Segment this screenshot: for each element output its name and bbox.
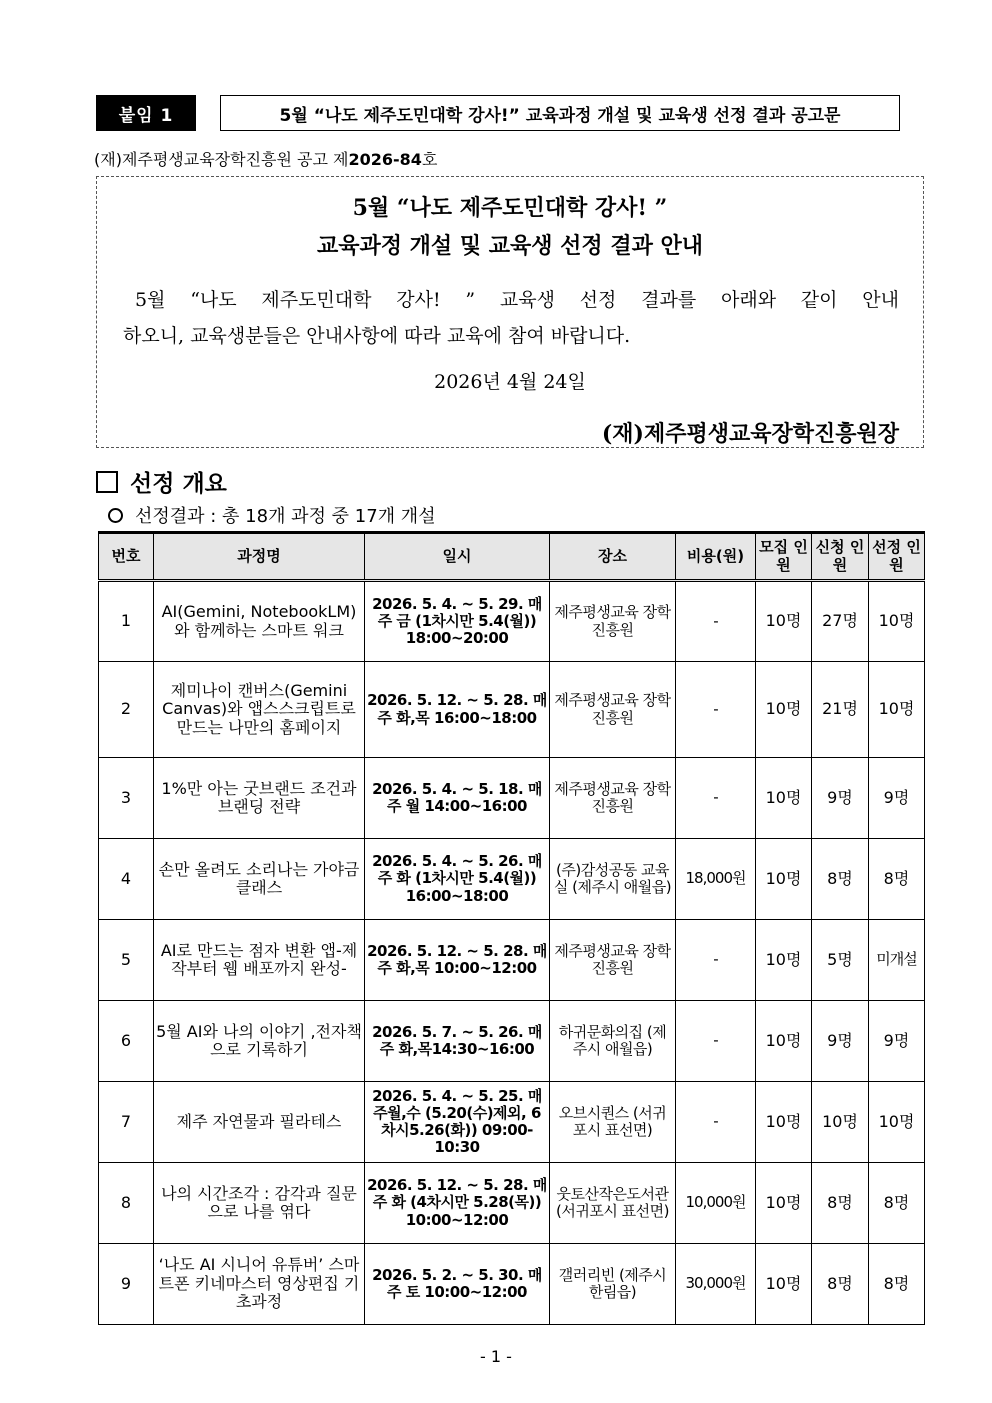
notice-num: 2026-84 — [348, 150, 422, 169]
table-row — [99, 1001, 925, 1082]
box-para-line1: 5월 “나도 제주도민대학 강사! ” 교육생 선정 결과를 아래와 같이 안내 — [135, 289, 899, 311]
cell-no: 4 — [99, 839, 154, 920]
cell-selected: 미개설 — [869, 920, 925, 1001]
cell-course: 손만 올려도 소리나는 가야금 클래스 — [154, 839, 365, 920]
cell-selected: 8명 — [869, 1244, 925, 1325]
page-number: - 1 - — [480, 1347, 512, 1366]
cell-date: 2026. 5. 12. ~ 5. 28. 매주 화,목 16:00~18:00 — [365, 662, 550, 758]
cell-place: 오브시퀀스 (서귀포시 표선면) — [550, 1082, 676, 1163]
cell-cost: - — [676, 920, 756, 1001]
notice-suffix: 호 — [421, 150, 438, 169]
circle-bullet-icon — [108, 508, 123, 523]
cell-place: 하귀문화의집 (제주시 애월읍) — [550, 1001, 676, 1082]
table-row — [99, 662, 925, 758]
notice-number — [94, 147, 437, 170]
cell-applied: 5명 — [812, 920, 869, 1001]
notice-prefix: (재)제주평생교육장학진흥원 공고 제 — [94, 150, 349, 169]
cell-cost: - — [676, 1001, 756, 1082]
cell-place: 제주평생교육 장학진흥원 — [550, 920, 676, 1001]
cell-place: 제주평생교육 장학진흥원 — [550, 758, 676, 839]
table-row — [99, 581, 925, 662]
cell-place: (주)감성공동 교육실 (제주시 애월읍) — [550, 839, 676, 920]
box-para-line2: 하오니, 교육생분들은 안내사항에 따라 교육에 참여 바랍니다. — [123, 325, 631, 347]
cell-no: 8 — [99, 1163, 154, 1244]
cell-cost: - — [676, 662, 756, 758]
cell-course: 제주 자연물과 필라테스 — [154, 1082, 365, 1163]
section-heading — [96, 465, 227, 498]
cell-place: 웃토산작은도서관 (서귀포시 표선면) — [550, 1163, 676, 1244]
subtitle — [108, 502, 436, 528]
cell-recruit: 10명 — [756, 1001, 812, 1082]
cell-course: AI로 만드는 점자 변환 앱-제작부터 웹 배포까지 완성- — [154, 920, 365, 1001]
cell-selected: 10명 — [869, 662, 925, 758]
cell-no: 3 — [99, 758, 154, 839]
cell-applied: 9명 — [812, 758, 869, 839]
attachment-badge: 붙임 1 — [96, 95, 196, 131]
header-title: 5월 “나도 제주도민대학 강사!” 교육과정 개설 및 교육생 선정 결과 공고문 — [220, 95, 900, 131]
cell-course: 1%만 아는 굿브랜드 조건과 브랜딩 전략 — [154, 758, 365, 839]
cell-applied: 8명 — [812, 1244, 869, 1325]
box-title-line2: 교육과정 개설 및 교육생 선정 결과 안내 — [317, 233, 703, 259]
cell-selected: 9명 — [869, 758, 925, 839]
cell-date: 2026. 5. 4. ~ 5. 26. 매주 화 (1차시만 5.4(월)) 16:00~18:00 — [365, 839, 550, 920]
cell-recruit: 10명 — [756, 1244, 812, 1325]
cell-recruit: 10명 — [756, 920, 812, 1001]
cell-selected: 8명 — [869, 1163, 925, 1244]
cell-date: 2026. 5. 2. ~ 5. 30. 매주 토 10:00~12:00 — [365, 1244, 550, 1325]
cell-course: 제미나이 캔버스(Gemini Canvas)와 앱스스크립트로 만드는 나만의 홈페이지 — [154, 662, 365, 758]
cell-no: 9 — [99, 1244, 154, 1325]
cell-cost: 18,000원 — [676, 839, 756, 920]
cell-place: 제주평생교육 장학진흥원 — [550, 662, 676, 758]
cell-date: 2026. 5. 7. ~ 5. 26. 매주 화,목14:30~16:00 — [365, 1001, 550, 1082]
cell-recruit: 10명 — [756, 1163, 812, 1244]
cell-no: 5 — [99, 920, 154, 1001]
cell-recruit: 10명 — [756, 1082, 812, 1163]
box-title-line1: 5월 “나도 제주도민대학 강사! ” — [352, 195, 668, 221]
course-table — [98, 531, 925, 1325]
cell-cost: - — [676, 581, 756, 662]
cell-applied: 10명 — [812, 1082, 869, 1163]
cell-date: 2026. 5. 12. ~ 5. 28. 매주 화,목 10:00~12:00 — [365, 920, 550, 1001]
header-course: 과정명 — [154, 533, 365, 581]
table-row — [99, 1082, 925, 1163]
cell-applied: 27명 — [812, 581, 869, 662]
cell-course: AI(Gemini, NotebookLM)와 함께하는 스마트 워크 — [154, 581, 365, 662]
table-row — [99, 758, 925, 839]
cell-no: 6 — [99, 1001, 154, 1082]
cell-course: 5월 AI와 나의 이야기 ,전자책으로 기록하기 — [154, 1001, 365, 1082]
section-title: 선정 개요 — [130, 471, 227, 497]
cell-course: ‘나도 AI 시니어 유튜버’ 스마트폰 키네마스터 영상편집 기초과정 — [154, 1244, 365, 1325]
cell-place: 갤러리빈 (제주시 한림읍) — [550, 1244, 676, 1325]
cell-no: 7 — [99, 1082, 154, 1163]
cell-recruit: 10명 — [756, 581, 812, 662]
cell-applied: 9명 — [812, 1001, 869, 1082]
announcement-box — [96, 176, 924, 448]
cell-date: 2026. 5. 12. ~ 5. 28. 매주 화 (4차시만 5.28(목)) 10:00~12:00 — [365, 1163, 550, 1244]
cell-cost: 30,000원 — [676, 1244, 756, 1325]
cell-applied: 8명 — [812, 839, 869, 920]
cell-recruit: 10명 — [756, 839, 812, 920]
cell-no: 2 — [99, 662, 154, 758]
table-row — [99, 920, 925, 1001]
header-recruit: 모집 인원 — [756, 533, 812, 581]
header-date: 일시 — [365, 533, 550, 581]
table-row — [99, 1244, 925, 1325]
checkbox-icon — [96, 471, 118, 493]
table-row — [99, 839, 925, 920]
subtitle-text: 선정결과 : 총 18개 과정 중 17개 개설 — [135, 506, 436, 527]
cell-selected: 9명 — [869, 1001, 925, 1082]
box-date: 2026년 4월 24일 — [434, 371, 586, 393]
header-cost: 비용(원) — [676, 533, 756, 581]
cell-selected: 10명 — [869, 1082, 925, 1163]
table-row — [99, 1163, 925, 1244]
cell-applied: 8명 — [812, 1163, 869, 1244]
cell-place: 제주평생교육 장학진흥원 — [550, 581, 676, 662]
header-place: 장소 — [550, 533, 676, 581]
header-applied: 신청 인원 — [812, 533, 869, 581]
cell-selected: 10명 — [869, 581, 925, 662]
cell-applied: 21명 — [812, 662, 869, 758]
cell-recruit: 10명 — [756, 758, 812, 839]
cell-date: 2026. 5. 4. ~ 5. 29. 매주 금 (1차시만 5.4(월)) 18:00~20:00 — [365, 581, 550, 662]
table-header-row — [99, 533, 925, 581]
cell-date: 2026. 5. 4. ~ 5. 25. 매주월,수 (5.20(수)제외, 6차시5.26(화)) 09:00-10:30 — [365, 1082, 550, 1163]
header-no: 번호 — [99, 533, 154, 581]
cell-cost: - — [676, 1082, 756, 1163]
cell-no: 1 — [99, 581, 154, 662]
box-org: (재)제주평생교육장학진흥원장 — [601, 421, 899, 447]
cell-cost: - — [676, 758, 756, 839]
header-selected: 선정 인원 — [869, 533, 925, 581]
cell-course: 나의 시간조각 : 감각과 질문으로 나를 엮다 — [154, 1163, 365, 1244]
cell-date: 2026. 5. 4. ~ 5. 18. 매주 월 14:00~16:00 — [365, 758, 550, 839]
cell-selected: 8명 — [869, 839, 925, 920]
cell-cost: 10,000원 — [676, 1163, 756, 1244]
cell-recruit: 10명 — [756, 662, 812, 758]
